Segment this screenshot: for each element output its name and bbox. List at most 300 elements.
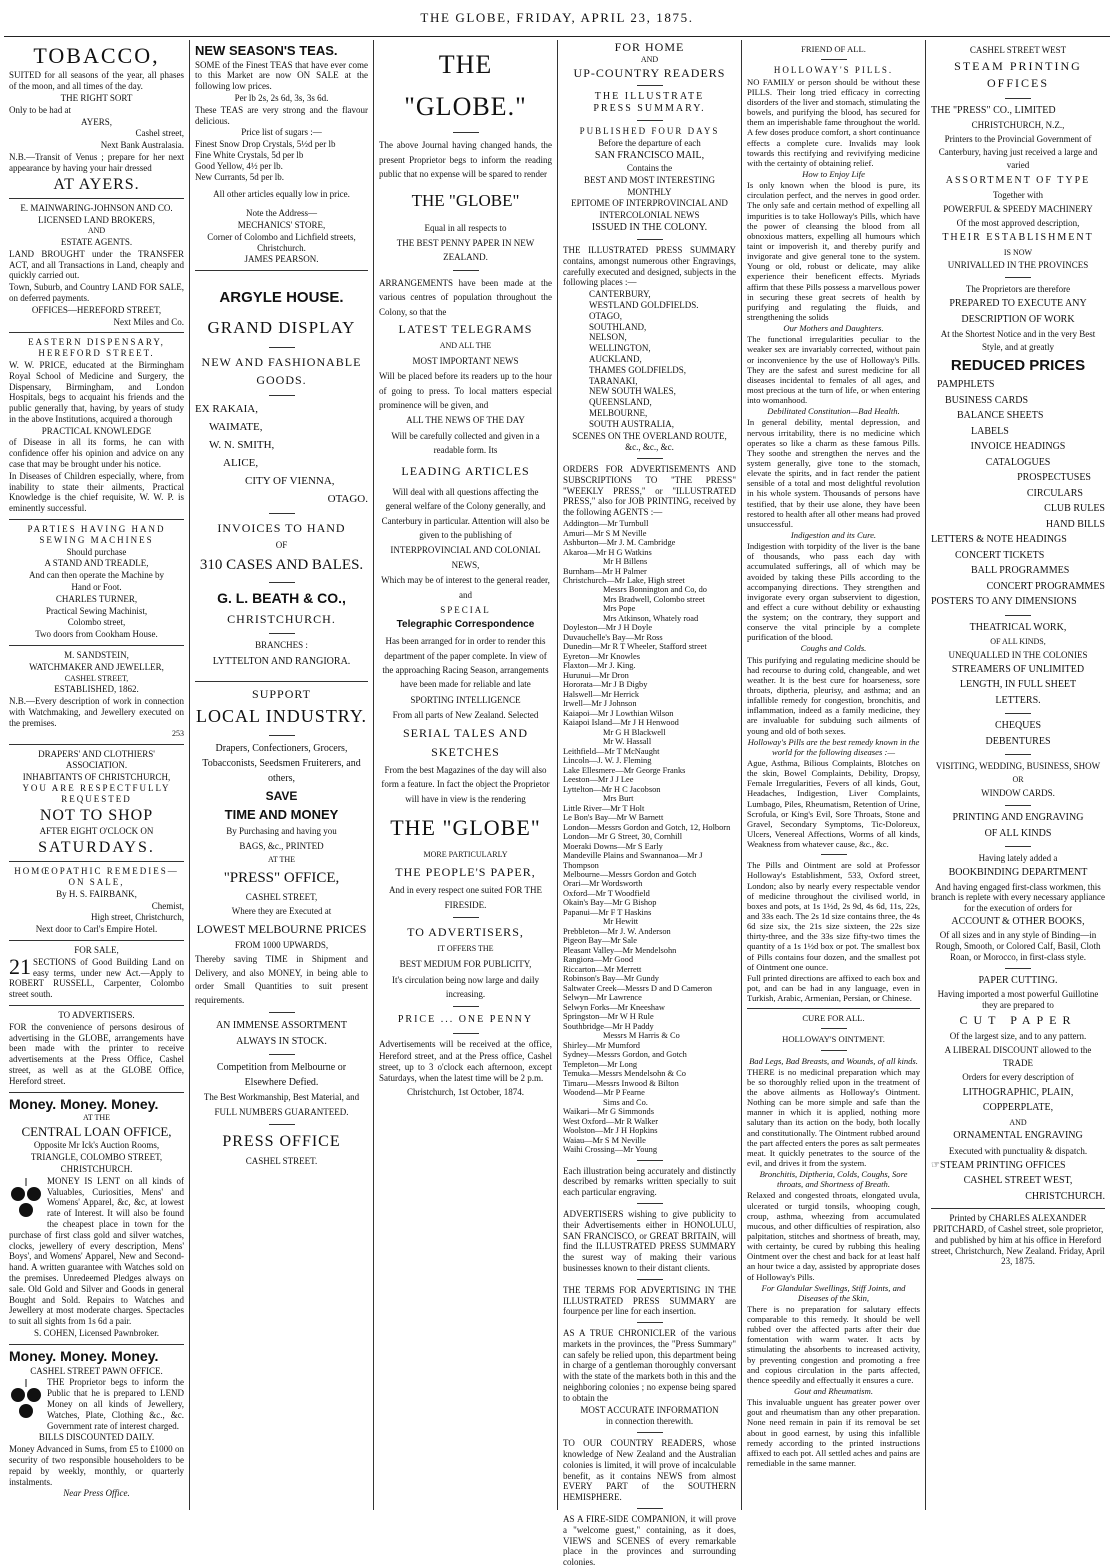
press-item: LABELS	[971, 425, 1009, 437]
forsale-number: 21	[9, 953, 31, 979]
press-assortment: ASSORTMENT OF TYPE	[945, 174, 1091, 186]
tobacco-only: Only to be had at	[9, 104, 71, 115]
globe-and: AND ALL THE	[439, 341, 492, 351]
agent-item: Messrs M Harris & Co	[603, 1031, 680, 1041]
agent-item: Mrs Pope	[603, 604, 636, 614]
ips-title-2: PRESS SUMMARY.	[593, 103, 706, 115]
land-town: Town, Suburb, and Country LAND FOR SALE, on deferred payments.	[9, 282, 184, 303]
homoeo-chemist: Chemist,	[151, 900, 184, 911]
pills-p5: Indigestion with torpidity of the liver is the bane of thousands, who pass each day with accumulated sufferings, all of which may be avoided by taking these Pills according to the accompanying directions. They strengthen and invigorate every organ subservient to digestion, and effect a cure without debility or exhausting the system; on the contrary, they support and conserve the vital principle by a complete purification of the blood.	[747, 541, 920, 643]
homoeo-ad	[9, 862, 184, 941]
globe-placed: Will be placed before its readers up to the hour of going to press. To local matters especial prominence will be given, and	[379, 371, 552, 411]
globe-toadv: TO ADVERTISERS,	[407, 925, 524, 940]
argyle-firm: G. L. BEATH & CO.,	[217, 589, 346, 606]
sewing-l4: Hand or Foot.	[71, 582, 122, 593]
support-cashel: CASHEL STREET,	[245, 891, 318, 902]
agent-item: Melbourne—Messrs Gordon and Gotch	[563, 870, 697, 879]
agent-item: Pleasant Valley—Mr Mendelsohn	[563, 945, 677, 955]
column-4	[558, 40, 742, 1568]
agent-item: Burnham—Mr H Palmer	[563, 566, 647, 576]
press-unrivalled: UNRIVALLED IN THE PROVINCES	[947, 260, 1089, 271]
agent-item: Le Bon's Bay—Mr W Barnett	[563, 813, 664, 823]
agents-list	[563, 519, 736, 1154]
press-ornamental: ORNAMENTAL ENGRAVING	[953, 1130, 1083, 1142]
press-item: CIRCULARS	[1026, 487, 1083, 499]
press-printing: PRINTING AND ENGRAVING	[952, 812, 1084, 824]
list-item: CANTERBURY,	[589, 289, 651, 300]
teas-other: All other articles equally low in price.	[213, 189, 350, 200]
globe-has: Has been arranged for in order to render this department of the paper complete. In view of the approaching Racing Season, arrangements have been made for reliable and late	[382, 636, 549, 690]
press-cashel2: CASHEL STREET WEST,	[963, 1175, 1073, 1187]
argyle-city: CHRISTCHURCH.	[227, 611, 336, 626]
press-item: PAMPHLETS	[937, 379, 995, 391]
list-item: Fine White Crystals, 5d per lb	[195, 149, 304, 160]
press-theatrical: THEATRICAL WORK,	[969, 621, 1067, 633]
list-item: AUCKLAND,	[589, 353, 642, 364]
ointment-h7: Bad Legs, Bad Breasts, and Wounds, of all kinds.	[749, 1055, 918, 1066]
agent-item: Selwyn Forks—Mr Kneeshaw	[563, 1002, 665, 1012]
cashel-body2: Money Advanced in Sums, from £5 to £1000 on security of two responsible householders to be repaid by weekly, monthly, or quarterly instalments.	[9, 1444, 184, 1487]
ointment-p10: THERE is no medicinal preparation which may be so thoroughly relied upon in the treatment of the above ailments as Holloway's Ointment. Nothing can be more simple and safe than the manner in which it is applied, nothing more salutary than its action on the body, both locally and constitutionally. The Ointment rubbed around the part affected enters the pores as salt permeates meat. It quickly penetrates to the source of the evil, and drives it from the system.	[747, 1066, 920, 1168]
agent-item: Duvauchelle's Bay—Mr Ross	[563, 632, 663, 642]
press-isnow: IS NOW	[1003, 247, 1033, 257]
land-l2: AND	[87, 226, 106, 236]
press-together: Together with	[992, 190, 1044, 201]
press-item: CATALOGUES	[985, 456, 1051, 468]
agent-item: Southbridge—Mr H Paddy	[563, 1021, 654, 1031]
agent-item: Oxford—Mr T Woodfield	[563, 888, 650, 898]
globe-serial: SERIAL TALES AND	[402, 725, 529, 740]
argyle-ad	[195, 271, 368, 682]
globe-medium: BEST MEDIUM FOR PUBLICITY,	[399, 959, 532, 970]
ointment-p12: There is no preparation for salutary effects comparable to this remedy. It should be well rubbed over the affected parts after their due fomentation with warm water. It acts by stimulating the absorbents to increased activity, by preventing congestion and promoting a free and copious circulation in the parts affected, thence speedily and effectually it ensures a cure.	[747, 1303, 920, 1385]
drapers-not-to-shop: NOT TO SHOP	[39, 806, 154, 824]
press-executed: Executed with punctuality & dispatch.	[948, 1145, 1088, 1156]
homoeo-street: High street, Christchurch,	[91, 912, 184, 923]
press-ofall: OF ALL KINDS	[984, 827, 1052, 839]
teas-sugar-list	[195, 139, 368, 182]
press-and: AND	[1009, 1117, 1027, 1127]
agent-item: Prebbleton—Mr J. W. Anderson	[563, 926, 671, 936]
column-6	[926, 40, 1110, 1510]
argyle-places: LYTTELTON AND RANGIORA.	[212, 656, 351, 668]
ips-body: THE ILLUSTRATED PRESS SUMMARY contains, amongst numerous other Engravings, carefully executed and designed, subjects in the following places :—	[563, 244, 736, 288]
press-streamers: STREAMERS OF UNLIMITED	[951, 663, 1085, 675]
forhome-and: AND	[640, 55, 659, 65]
agent-item: Little River—Mr T Holt	[563, 803, 645, 813]
ips-scenes: SCENES ON THE OVERLAND ROUTE,	[572, 430, 727, 441]
support-thereby: Thereby saving TIME in Shipment and Delivery, and also MONEY, in being able to order Small Quantities to suit present requirements.	[195, 954, 368, 1005]
argyle-ship: ALICE,	[223, 457, 259, 470]
press-christchurch2: CHRISTCHURCH.	[1025, 1190, 1105, 1202]
agent-item: Hurunui—Mr Dron	[563, 670, 629, 680]
ips-interco: INTERCOLONIAL NEWS	[599, 210, 700, 221]
globe-equal: Equal in all respects to	[424, 222, 507, 233]
argyle-goods: GOODS.	[256, 373, 307, 388]
agent-item: Halswell—Mr Herrick	[563, 689, 640, 699]
support-best: The Best Workmanship, Best Material, and	[203, 1092, 360, 1103]
sandstein-name: M. SANDSTEIN,	[64, 650, 129, 661]
tobacco-lead: SUITED for all seasons of the year, all phases of the moon, and all times of the day.	[9, 70, 184, 92]
to-advertisers-body: FOR the convenience of persons desirous of advertising in the GLOBE, arrangements have been made with the printer to receive advertisements at the Press Office, Cashel street, as well as at the GLOBE Office, Hereford street.	[9, 1021, 184, 1086]
teas-strong: These TEAS are very strong and the flavour delicious.	[195, 104, 368, 126]
forsale-title: FOR SALE,	[74, 944, 119, 955]
globe-most: MOST IMPORTANT NEWS	[412, 355, 519, 366]
argyle-ship: EX RAKAIA,	[195, 402, 258, 415]
ips-before: Before the departure of each	[598, 138, 701, 149]
press-item: CLUB RULES	[1044, 503, 1105, 515]
argyle-ship: OTAGO.	[327, 493, 368, 506]
agent-item: London—Messrs Gordon and Gotch, 12, Holborn	[563, 822, 731, 832]
land-body: LAND BROUGHT under the TRANSFER ACT, and all Transactions in Land, cheaply and quickly carried out.	[9, 248, 184, 281]
globe-telegraphic: Telegraphic Correspondence	[396, 619, 535, 631]
press-item: CONCERT TICKETS	[955, 549, 1045, 561]
teas-ad	[195, 40, 368, 271]
teas-note: Note the Address—	[246, 208, 317, 219]
agent-item: Ashburton—Mr J. M. Cambridge	[563, 538, 676, 548]
ips-terms: THE TERMS FOR ADVERTISING IN THE ILLUSTRATED PRESS SUMMARY are fourpence per line for each insertion.	[563, 1284, 736, 1317]
press-item: CONCERT PROGRAMMES	[986, 580, 1105, 592]
argyle-new: NEW AND FASHIONABLE	[201, 354, 362, 369]
drapers-after: AFTER EIGHT O'CLOCK ON	[39, 826, 154, 837]
column-3	[374, 40, 558, 1510]
ips-contains: Contains the	[626, 162, 673, 173]
teas-store: MECHANICS' STORE,	[237, 219, 326, 230]
support-office: PRESS OFFICE	[222, 1133, 341, 1151]
agent-item: Papanui—Mr F T Haskins	[563, 907, 652, 917]
pills-p7: Ague, Asthma, Bilious Complaints, Blotches on the skin, Bowel Complaints, Debility, Dropsy, Female Irregularities, Fevers of all kinds, Gout, Headaches, Indigestion, Liver Complaints, Lumbago, Piles, Rheumatism, Retention of Urine, Scrofula, or King's Evil, Sore Throats, Stone and Gravel, Secondary Symptoms, Tic-Doloreux, Ulcers, Venereal Affections, Worms of all kinds, Weakness from whatever cause, &c., &c.	[747, 758, 920, 850]
pills-h4: Indigestion and its Cure.	[790, 529, 877, 540]
masthead: THE GLOBE, FRIDAY, APRIL 23, 1875.	[420, 10, 694, 25]
cashel-bills: BILLS DISCOUNTED DAILY.	[38, 1432, 155, 1443]
dispensary-title: EASTERN DISPENSARY, HEREFORD STREET.	[28, 337, 165, 359]
agent-item: Lake Ellesmere—Mr George Franks	[563, 765, 686, 775]
list-item: New Currants, 5d per lb.	[195, 171, 284, 182]
globe-mags: From the best Magazines of the day will also form a feature. In fact the object the Proprietor will have in view is the rendering	[381, 765, 550, 804]
cashel-money-heading: Money. Money. Money.	[9, 1347, 159, 1364]
agent-item: Hororata—Mr J B Digby	[563, 680, 648, 690]
tobacco-title: TOBACCO,	[33, 43, 160, 68]
globe-title: THE "GLOBE."	[404, 50, 527, 121]
press-shortest: At the Shortest Notice and in the very Best Style, and at greatly	[940, 329, 1096, 353]
list-item: QUEENSLAND,	[589, 397, 652, 408]
land-ad	[9, 199, 184, 334]
globe-allnews: ALL THE NEWS OF THE DAY	[406, 415, 525, 426]
support-bags: BAGS, &c., PRINTED	[239, 840, 324, 851]
holloway-pills-ad	[747, 40, 920, 1009]
ips-mail: SAN FRANCISCO MAIL,	[594, 149, 705, 161]
tobacco-ad	[9, 40, 184, 199]
agent-item: Mrs Burt	[603, 794, 634, 804]
cashel-pawn-ad	[9, 1345, 184, 1504]
agent-item: Selwyn—Mr Lawrence	[563, 993, 642, 1003]
support-press: "PRESS" OFFICE,	[223, 870, 340, 887]
forsale-body: SECTIONS of Good Building Land on easy terms, under new Act.—Apply to ROBERT RUSSELL, Carpenter, Colombo street south.	[9, 956, 184, 1000]
press-cheques: CHEQUES	[994, 720, 1042, 732]
globe-leading: LEADING ARTICLES	[401, 463, 530, 478]
ips-issued: ISSUED IN THE COLONY.	[591, 221, 708, 233]
cashel-body: THE Proprietor begs to inform the Public that he is prepared to LEND Money on all kinds of Jewellery, Watches, Plate, Clothing &c., &c. Government rate of interest charged.	[47, 1377, 184, 1431]
globe-from: From all parts of New Zealand. Selected	[392, 710, 539, 721]
list-item: MELBOURNE,	[589, 407, 648, 418]
central-tri: TRIANGLE, COLOMBO STREET,	[30, 1152, 163, 1163]
press-having: Having lately added a	[978, 853, 1058, 864]
globe-name: THE "GLOBE"	[411, 191, 520, 211]
friend-title: FRIEND OF ALL.	[801, 44, 866, 54]
teas-name: JAMES PEARSON.	[244, 254, 319, 265]
pointing-hand-icon: ☞	[931, 1159, 940, 1171]
support-full: FULL NUMBERS GUARANTEED.	[214, 1106, 349, 1117]
support-where: Where they are Executed at	[231, 906, 332, 917]
press-prepared: PREPARED TO EXECUTE ANY	[949, 298, 1087, 310]
pills-h6: Holloway's Pills are the best remedy known in the world for the following diseases :—	[747, 736, 920, 757]
press-printers: Printers to the Provincial Government of Canterbury, having just received a large and varied	[938, 134, 1098, 171]
agent-item: Mrs Bradwell, Colombo street	[603, 594, 705, 604]
forsale-ad	[9, 941, 184, 1006]
pills-h1: How to Enjoy Life	[802, 169, 865, 180]
pills-p6: This purifying and regulating medicine should be had recourse to during cold, changeable, and wet weather. It is the best cure for hoarseness, sore throats, diptheria, pleurisy, and asthma; and an infallible remedy for congestion, bronchitis, and inflammation, indeed as a family medicine, they are invaluable for subduing such ailments of young and old of both sexes.	[747, 654, 920, 736]
forhome-title: FOR HOME	[614, 40, 685, 54]
cashel-office: CASHEL STREET PAWN OFFICE.	[30, 1365, 163, 1376]
ips-etc: &c., &c., &c.	[625, 442, 674, 453]
support-by: By Purchasing and having you	[226, 826, 337, 837]
pills-p4: In general debility, mental depression, and nervous irritability, there is no medicine which operates so like a charm as these famous Pills. They soothe and strengthen the nerves and the system generally, give tone to the stomach, elevate the spirits, and in fact render the patient sensible of a total and most delightful revolution in his whole system. Thousands of persons have testified, that by their use alone, they have been restored to health after all other means had proved unsuccessful.	[747, 417, 920, 529]
ips-accurate: MOST ACCURATE INFORMATION	[580, 1404, 719, 1415]
support-lowest: LOWEST MELBOURNE PRICES	[196, 921, 367, 936]
list-item: NELSON,	[589, 332, 627, 343]
list-item: SOUTH AUSTRALIA,	[589, 418, 675, 429]
press-unequalled: UNEQUALLED IN THE COLONIES	[948, 649, 1088, 660]
globe-price: PRICE ... ONE PENNY	[397, 1014, 534, 1026]
dispensary-pk: PRACTICAL KNOWLEDGE	[41, 425, 152, 436]
central-loan-ad	[9, 1093, 184, 1345]
agent-item: Moeraki Downs—Mr S Early	[563, 841, 663, 851]
agent-item: Messrs Bonnington and Co, do	[603, 585, 707, 595]
ips-best: BEST AND MOST INTERESTING	[584, 174, 715, 185]
agent-item: Mandeville Plains and Swannanoa—Mr J Thompson	[563, 851, 703, 870]
agent-item: Lincoln—J. W. J. Fleming	[563, 756, 652, 766]
pills-p8: The Pills and Ointment are sold at Professor Holloway's Establishment, 533, Oxford street, London; also by nearly every respectable vendor of medicine throughout the civilised world, in boxes and pots, at 1s 1½d, 2s 9d, 4s 6d, 11s, 22s, and 33s each. The 2s 1d size contains three, the 4s 6d size six, the 21s size sixteen, the 22s size thirty-three, and the 33s size fifty-two times the quantity of a 1s 1½d box or pot. The smallest box of Pills contains four dozen, and the smallest pot of Ointment one ounce.	[747, 860, 920, 972]
pills-h3: Debilitated Constitution—Bad Health.	[767, 406, 900, 417]
agent-item: Temuka—Messrs Mendelsohn & Co	[563, 1069, 686, 1079]
ointment-h9: For Glandular Swellings, Stiff Joints, and Diseases of the Skin,	[761, 1282, 906, 1303]
globe-best: THE BEST PENNY PAPER IN NEW ZEALAND.	[396, 237, 535, 263]
dispensary-body: W. W. PRICE, educated at the Birmingham Royal School of Medicine and Surgery, the Dispensary, Birmingham, and London Hospitals, begs to acquaint his friends and the public generally that, having, by years of study in the above Institutions, acquired a thorough	[9, 359, 184, 424]
pawnbroker-balls-icon	[9, 1178, 43, 1222]
ips-epitome: EPITOME OF INTERPROVINCIAL AND	[571, 198, 728, 209]
masthead-rule	[4, 36, 1110, 37]
pills-p9: Full printed directions are affixed to each box and pot, and can be had in any language, even in Turkish, Arabic, Armenian, Persian, or Chinese.	[747, 972, 920, 1004]
drapers-inhab: INHABITANTS OF CHRISTCHURCH,	[22, 771, 171, 782]
press-item: POSTERS TO ANY DIMENSIONS	[931, 596, 1077, 608]
central-opp: Opposite Mr Ick's Auction Rooms,	[33, 1140, 160, 1151]
agent-item: Mr Hewitt	[603, 917, 639, 927]
agent-item: Flaxton—Mr J. King.	[563, 661, 636, 671]
land-firm: E. MAINWARING-JOHNSON AND CO.	[20, 202, 173, 213]
sandstein-ad	[9, 646, 184, 745]
tobacco-sort: THE RIGHT SORT	[60, 92, 133, 103]
globe-sporting: SPORTING INTELLIGENCE	[410, 694, 521, 705]
column-2	[190, 40, 374, 1510]
press-liberal: A LIBERAL DISCOUNT allowed to the TRADE	[944, 1045, 1092, 1069]
argyle-title: ARGYLE HOUSE.	[219, 289, 344, 307]
argyle-cases: 310 CASES AND BALES.	[199, 556, 364, 573]
sewing-l3: And can then operate the Machine by	[29, 570, 164, 581]
list-item: WELLINGTON,	[589, 343, 651, 354]
press-christchurch: CHRISTCHURCH, N.Z.,	[971, 120, 1065, 131]
support-title: SUPPORT	[252, 686, 311, 701]
agent-item: Springston—Mr W H Rule	[563, 1012, 654, 1022]
agent-item: Kaiapoi Island—Mr J H Henwood	[563, 718, 679, 728]
agent-item: Riccarton—Mr Merrett	[563, 964, 642, 974]
globe-adverts: Advertisements will be received at the office, Hereford street, and at the Press office, Cashel street, up to 3 o'clock each afternoon, except Saturdays, when the latest time will be 2 p.m.	[379, 1039, 552, 1084]
agent-item: Orari—Mr Wordsworth	[563, 879, 643, 889]
agent-item: Waihi Crossing—Mr Young	[563, 1145, 658, 1155]
press-printing-ad	[931, 40, 1105, 1272]
press-engaged: And having engaged first-class workmen, this branch is replete with every necessary appliance for the execution of orders for	[931, 881, 1105, 914]
agent-item: Amuri—Mr S M Neville	[563, 528, 647, 538]
sewing-name: CHARLES TURNER,	[55, 593, 138, 604]
tobacco-at-ayers: AT AYERS.	[53, 175, 140, 193]
sewing-street: Colombo street,	[67, 617, 126, 628]
globe-people: THE PEOPLE'S PAPER,	[395, 865, 536, 880]
agent-item: Templeton—Mr Long	[563, 1059, 638, 1069]
central-money-heading: Money. Money. Money.	[9, 1095, 159, 1112]
orders-body: ORDERS FOR ADVERTISEMENTS AND SUBSCRIPTIONS TO "THE PRESS" "WEEKLY PRESS," or "ILLUSTRATED PRESS," also for JOB PRINTING, received by the following AGENTS :—	[563, 464, 736, 518]
teas-body: SOME of the Finest TEAS that have ever come to this Market are now ON SALE at the following low prices.	[195, 59, 368, 92]
agent-item: Mrs Atkinson, Whately road	[603, 613, 699, 623]
central-city: CHRISTCHURCH.	[60, 1164, 133, 1175]
agent-item: Sydney—Messrs Gordon, and Gotch	[563, 1050, 687, 1060]
press-window: WINDOW CARDS.	[981, 787, 1055, 798]
sewing-title: PARTIES HAVING HAND SEWING MACHINES	[27, 524, 166, 545]
globe-p1: The above Journal having changed hands, the present Proprietor begs to inform the reading public that no expense will be spared to render	[379, 140, 552, 179]
ips-country: TO OUR COUNTRY READERS, whose knowledge of New Zealand and the Australian colonies is limited, it will prove of incalculable benefit, as it contains NEWS from almost EVERY PART of the SOUTHERN HEMISPHERE.	[563, 1438, 736, 1503]
agent-item: Waikari—Mr G Simmonds	[563, 1107, 654, 1117]
teas-prices: Per lb 2s, 2s 6d, 3s, 3s 6d.	[234, 92, 329, 103]
sewing-doors: Two doors from Cookham House.	[35, 629, 158, 640]
drapers-saturdays: SATURDAYS.	[38, 838, 155, 856]
sandstein-street: CASHEL STREET,	[64, 673, 129, 683]
land-offices: OFFICES—HEREFORD STREET,	[31, 304, 162, 315]
agent-item: Sims and Co.	[603, 1097, 648, 1107]
press-litho: LITHOGRAPHIC, PLAIN,	[962, 1086, 1074, 1098]
sewing-trade: Practical Sewing Machinist,	[45, 605, 148, 616]
press-item: BALL PROGRAMMES	[971, 565, 1070, 577]
agent-item: Christchurch—Mr Lake, High street	[563, 575, 685, 585]
pills-p2: Is only known when the blood is pure, its circulation perfect, and the nerves in good order. The only safe and certain method of expelling all impurities is to take Holloway's Pills, which have the power of cleansing the blood from all obnoxious matters, expelling all humours which taint or impoverish it, and thereby purify and invigorate and give general tone to the system. Young or old, robust or delicate, may alike experience their beneficent effects. Myriads affirm that these Pills possess a marvellous power in securing these great secrets of health by purifying and regulating the fluids, and strengthening the solids	[747, 180, 920, 322]
teas-title: NEW SEASON'S TEAS.	[195, 43, 338, 58]
globe-latest: LATEST TELEGRAMS	[398, 321, 533, 336]
press-visiting: VISITING, WEDDING, BUSINESS, SHOW	[935, 761, 1101, 772]
press-most: Of the most approved description,	[956, 218, 1080, 229]
ointment-p13: This invaluable unguent has greater power over gout and rheumatism than any other preparation. None need remain in pain if its removal be set about in good earnest, by using this infallible remedy according to the printed instructions affixed to each pot. All settled aches and pains are remediable in the same manner.	[747, 1397, 920, 1469]
teas-sugar-title: Price list of sugars :—	[241, 127, 322, 138]
agent-item: Akaroa—Mr H G Watkins	[563, 547, 652, 557]
press-letters: LETTERS.	[995, 694, 1041, 706]
press-item: HAND BILLS	[1045, 518, 1105, 530]
ips-monthly: MONTHLY	[627, 186, 672, 197]
sandstein-trade: WATCHMAKER AND JEWELLER,	[29, 661, 164, 672]
newspaper-page	[4, 40, 1110, 1568]
press-allkinds: OF ALL KINDS,	[990, 637, 1046, 647]
agent-item: Mr G H Blackwell	[603, 727, 666, 737]
drapers-title: DRAPERS' AND CLOTHIERS' ASSOCIATION.	[38, 749, 155, 770]
land-l3: ESTATE AGENTS.	[60, 236, 133, 247]
globe-inter: INTERPROVINCIAL AND COLONIAL NEWS,	[390, 545, 541, 570]
argyle-branches: BRANCHES :	[255, 640, 308, 651]
press-reduced: REDUCED PRICES	[950, 357, 1086, 375]
central-sig: S. COHEN, Licensed Pawnbroker.	[34, 1328, 159, 1339]
globe-sketches: SKETCHES	[431, 744, 500, 759]
globe-arr: ARRANGEMENTS have been made at the various centres of population throughout the Colony, so that the	[379, 277, 552, 317]
agent-item: Irwell—Mr J Johnson	[563, 699, 637, 709]
teas-corner: Corner of Colombo and Lichfield streets, Christchurch.	[207, 231, 356, 253]
list-item: OTAGO,	[589, 310, 623, 321]
to-advertisers-ad	[9, 1006, 184, 1093]
agent-item: Rangiora—Mr Good	[563, 955, 634, 965]
globe-date: Christchurch, 1st October, 1874.	[406, 1087, 525, 1098]
central-at: AT THE	[82, 1113, 111, 1123]
list-item: NEW SOUTH WALES,	[589, 386, 676, 397]
press-largest: Of the largest size, and to any pattern.	[949, 1031, 1087, 1042]
homoeo-title: HOMŒOPATHIC REMEDIES—ON SALE,	[14, 866, 179, 887]
pills-p1: NO FAMILY or person should be without these PILLS. Their long tried efficacy in correcting disorders of the liver and stomach, stimulating the bowels, and purifying the blood, has secured for them an imperishable fame throughout the world. A few doses produce comfort, a short continuance effects a complete cure. Invalids may look towards this rectifying and revivifying medicine with the certainty of obtaining relief.	[747, 76, 920, 168]
agent-item: Saltwater Creek—Messrs D and D Cameron	[563, 983, 713, 993]
drapers-req: YOU ARE RESPECTFULLY REQUESTED	[22, 783, 171, 805]
argyle-ship: WAIMATE,	[209, 420, 263, 433]
press-proprietors: The Proprietors are therefore	[965, 284, 1071, 295]
agent-item: Mr W. Hassall	[603, 737, 652, 747]
tobacco-nb: N.B.—Transit of Venus ; prepare for her next appearance by having your hair dressed	[9, 151, 184, 173]
globe-collected: Will be carefully collected and given in a readable form. Its	[391, 430, 540, 456]
imprint: Printed by CHARLES ALEXANDER PRITCHARD, of Cashel street, sole proprietor, and published by him at his office in Hereford street, Christchurch, New Zealand. Friday, April 23, 1875.	[931, 1213, 1105, 1267]
agent-item: Leithfield—Mr T McNaught	[563, 746, 660, 756]
list-item: Finest Snow Drop Crystals, 5½d per lb	[195, 139, 336, 150]
press-bookbinding: BOOKBINDING DEPARTMENT	[948, 867, 1088, 879]
support-immense: AN IMMENSE ASSORTMENT	[215, 1020, 348, 1032]
press-account: ACCOUNT & OTHER BOOKS,	[951, 915, 1085, 927]
support-street: CASHEL STREET.	[245, 1156, 318, 1167]
dispensary-body2: of Disease in all its forms, he can with confidence offer his opinion and advice on any case that may be brought under his notice.	[9, 437, 184, 470]
agent-item: Woolston—Mr J H Hopkins	[563, 1126, 658, 1136]
dispensary-body3: In Diseases of Children especially, where, from inability to state their ailments, Practical Knowledge is the chief requisite, W. W. P. is eminently successful.	[9, 470, 184, 514]
holloway-ointment-ad	[747, 1009, 920, 1473]
agent-item: Shirley—Mr Mumford	[563, 1040, 640, 1050]
press-debentures: DEBENTURES	[985, 735, 1051, 747]
ointment-h8: Bronchitis, Diptheria, Colds, Coughs, Sore throats, and Shortness of Breath.	[759, 1169, 908, 1190]
land-next: Next Miles and Co.	[113, 316, 184, 327]
sewing-ad	[9, 520, 184, 646]
ips-fireside: AS A FIRE-SIDE COMPANION, it will prove a "welcome guest," containing, as it does, VIEWS and SCENES of every remarkable place in the provinces and surrounding colonies.	[563, 1514, 736, 1568]
agent-item: Leeston—Mr J J Lee	[563, 775, 634, 785]
agent-item: Okain's Bay—Mr G Bishop	[563, 898, 657, 908]
support-from: FROM 1000 UPWARDS,	[234, 939, 329, 950]
ips-places-list	[563, 289, 736, 429]
globe-deal: Will deal with all questions affecting the general welfare of the Colony generally, and Canterbury in particular. Attention will also be given to the publishing of	[381, 486, 550, 540]
press-item: INVOICE HEADINGS	[970, 441, 1066, 453]
pills-h2: Our Mothers and Daughters.	[783, 323, 884, 334]
list-item: WESTLAND GOLDFIELDS.	[589, 299, 699, 310]
sewing-l1: Should purchase	[66, 546, 127, 557]
cure-title: CURE FOR ALL.	[802, 1013, 865, 1024]
press-sizes: Of all sizes and in any style of Binding—in Rough, Smooth, or Colored Calf, Basil, Cloth Roan, or Morocco, in first-class style.	[935, 930, 1101, 963]
to-advertisers-title: TO ADVERTISERS.	[58, 1009, 135, 1020]
press-description: DESCRIPTION OF WORK	[961, 313, 1075, 325]
press-paper: PAPER CUTTING.	[978, 974, 1058, 986]
press-thepress: THE "PRESS" CO., LIMITED	[931, 104, 1056, 116]
tobacco-ayers: AYERS,	[81, 116, 112, 127]
